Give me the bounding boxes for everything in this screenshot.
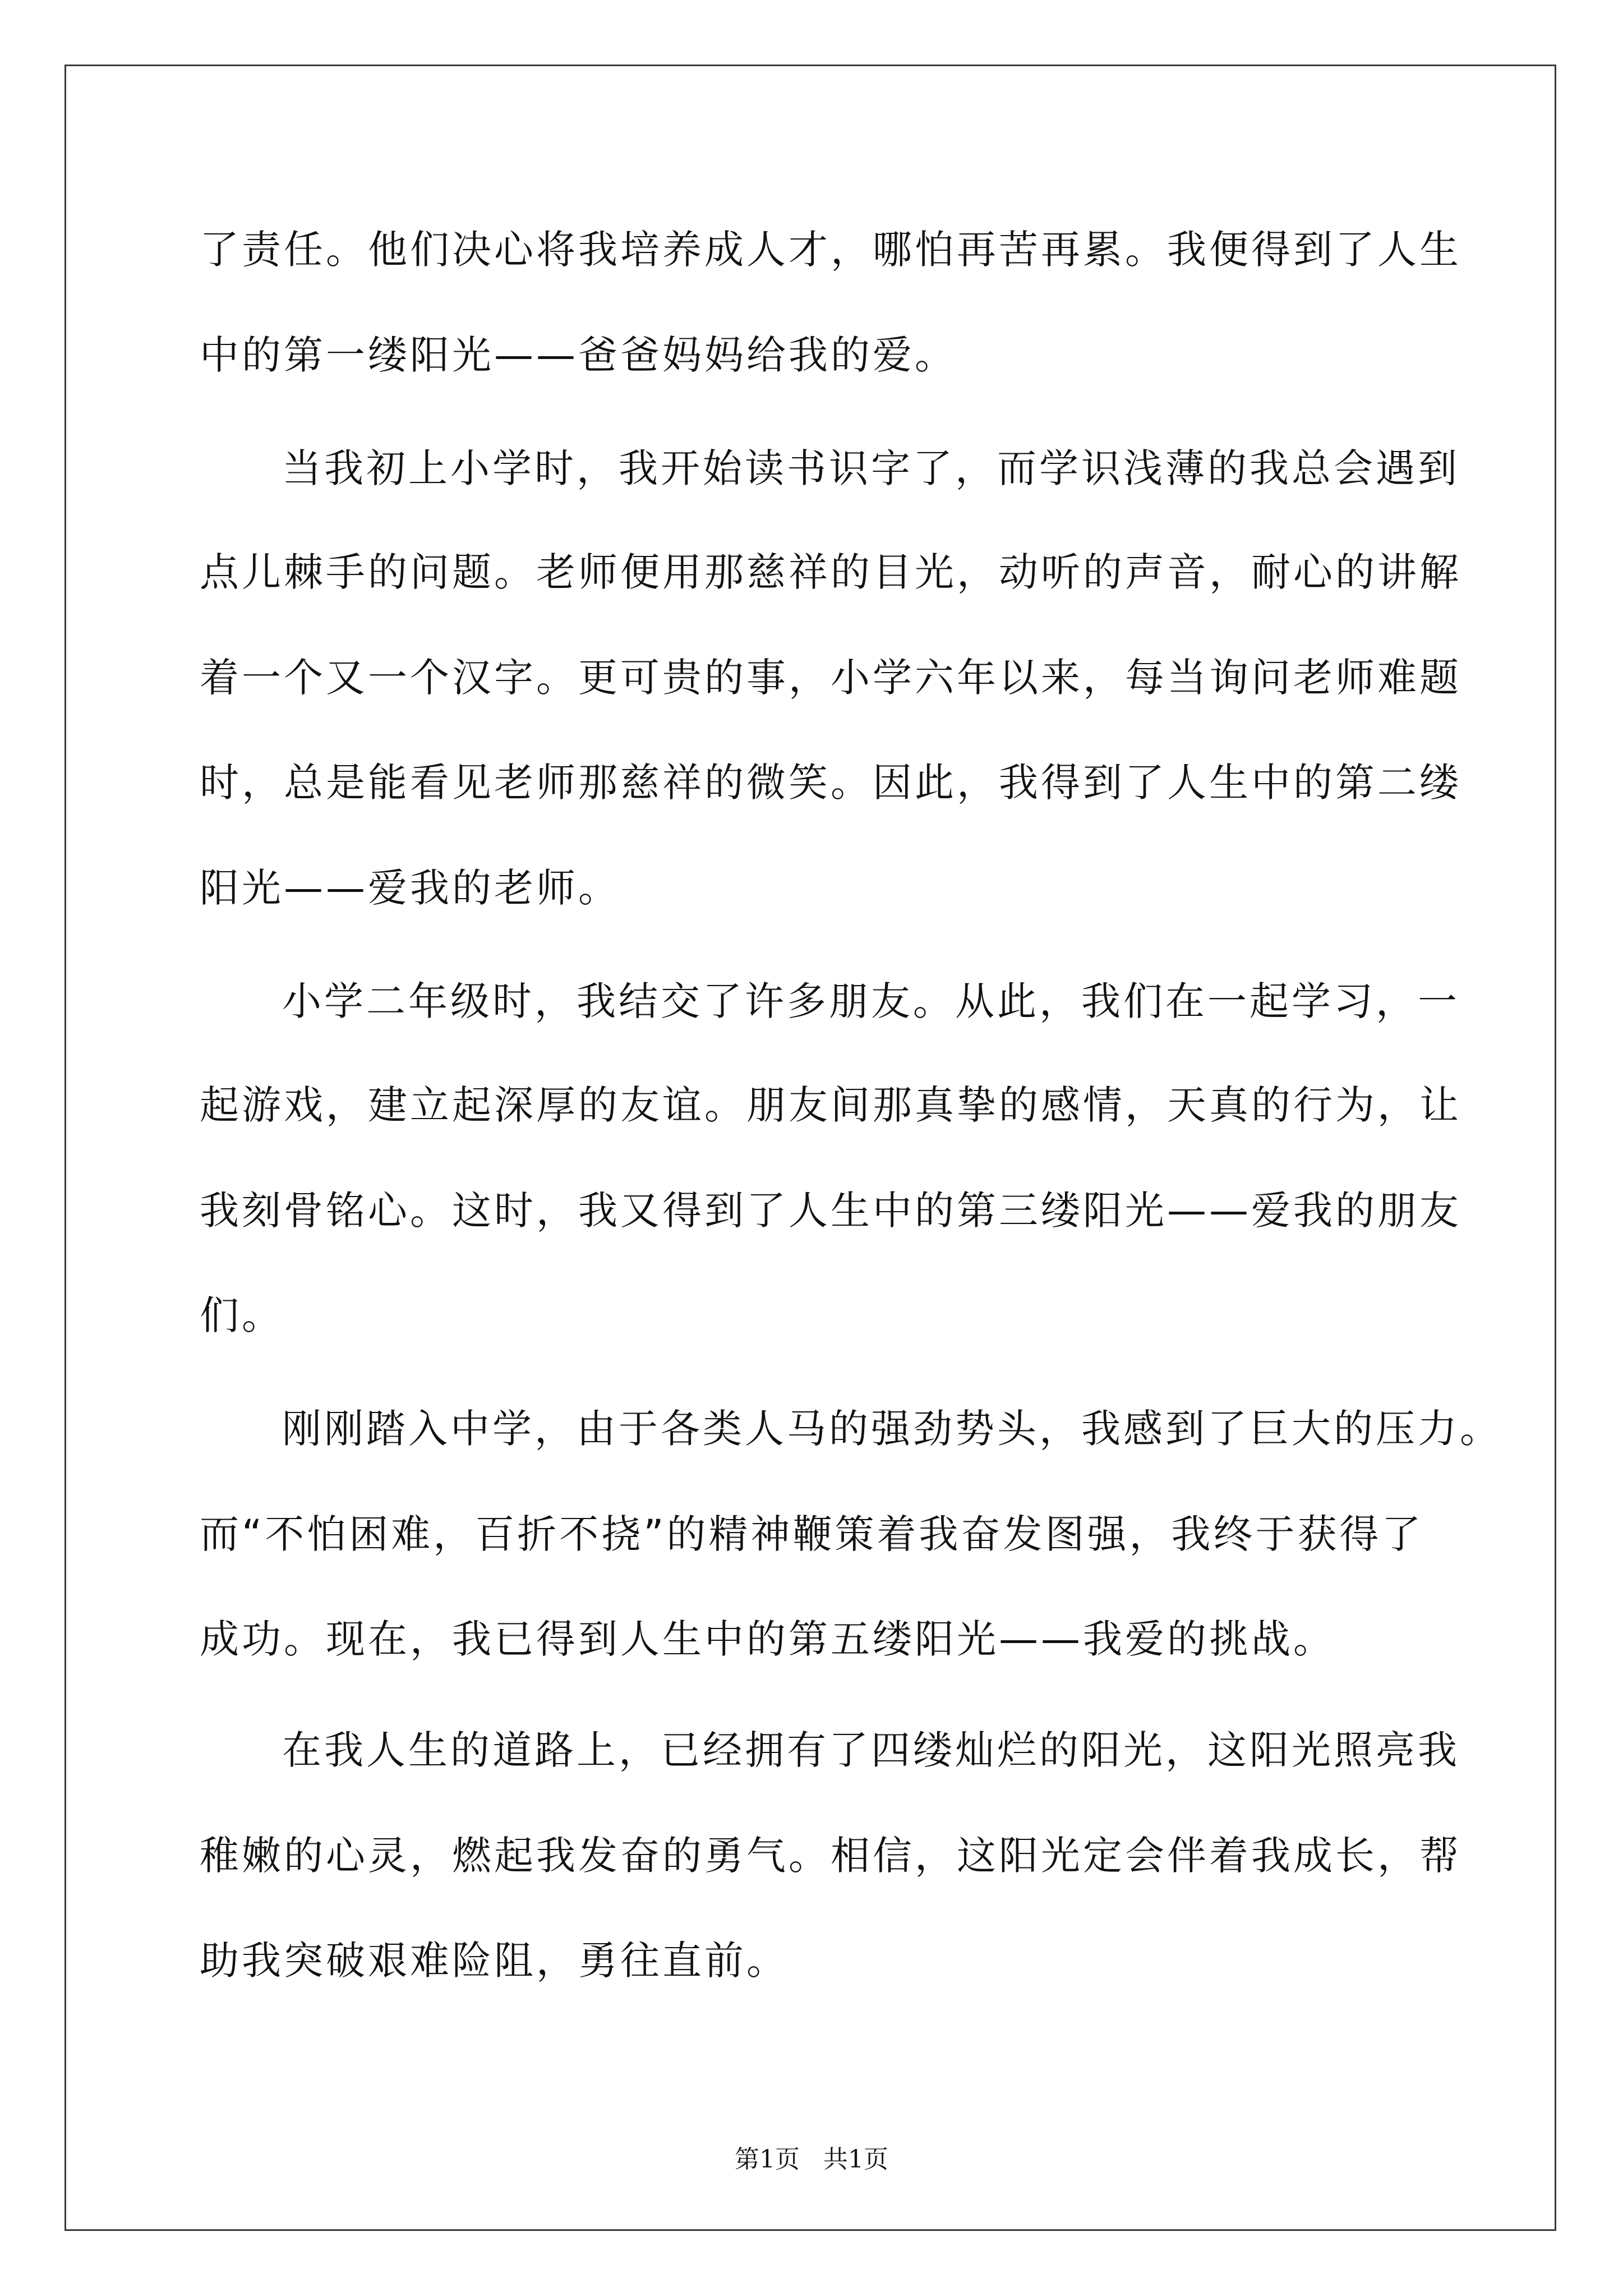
text-line: 时，总是能看见老师那慈祥的微笑。因此，我得到了人生中的第二缕	[200, 760, 1461, 806]
page-footer: 第1页 共1页	[735, 2145, 888, 2174]
text-line: 在我人生的道路上，已经拥有了四缕灿烂的阳光，这阳光照亮我	[282, 1727, 1460, 1773]
text-line: 阳光——爱我的老师。	[200, 865, 620, 911]
text-line: 稚嫩的心灵，燃起我发奋的勇气。相信，这阳光定会伴着我成长，帮	[200, 1833, 1461, 1879]
text-line: 刚刚踏入中学，由于各类人马的强劲势头，我感到了巨大的压力。	[282, 1406, 1502, 1452]
text-line: 助我突破艰难险阻，勇往直前。	[200, 1938, 789, 1984]
text-line: 点儿棘手的问题。老师便用那慈祥的目光，动听的声音，耐心的讲解	[200, 549, 1461, 595]
text-line: 成功。现在，我已得到人生中的第五缕阳光——我爱的挑战。	[200, 1616, 1335, 1662]
page-border	[64, 65, 1556, 2231]
text-line: 起游戏，建立起深厚的友谊。朋友间那真挚的感情，天真的行为，让	[200, 1082, 1461, 1128]
text-line: 当我初上小学时，我开始读书识字了，而学识浅薄的我总会遇到	[282, 445, 1460, 491]
text-line: 我刻骨铭心。这时，我又得到了人生中的第三缕阳光——爱我的朋友	[200, 1188, 1461, 1234]
text-line: 了责任。他们决心将我培养成人才，哪怕再苦再累。我便得到了人生	[200, 227, 1461, 273]
text-line: 而“不怕困难，百折不挠”的精神鞭策着我奋发图强，我终于获得了	[200, 1511, 1424, 1557]
text-line: 小学二年级时，我结交了许多朋友。从此，我们在一起学习，一	[282, 978, 1460, 1024]
text-line: 们。	[200, 1292, 284, 1338]
text-line: 着一个又一个汉字。更可贵的事，小学六年以来，每当询问老师难题	[200, 655, 1461, 701]
text-line: 中的第一缕阳光——爸爸妈妈给我的爱。	[200, 332, 957, 378]
